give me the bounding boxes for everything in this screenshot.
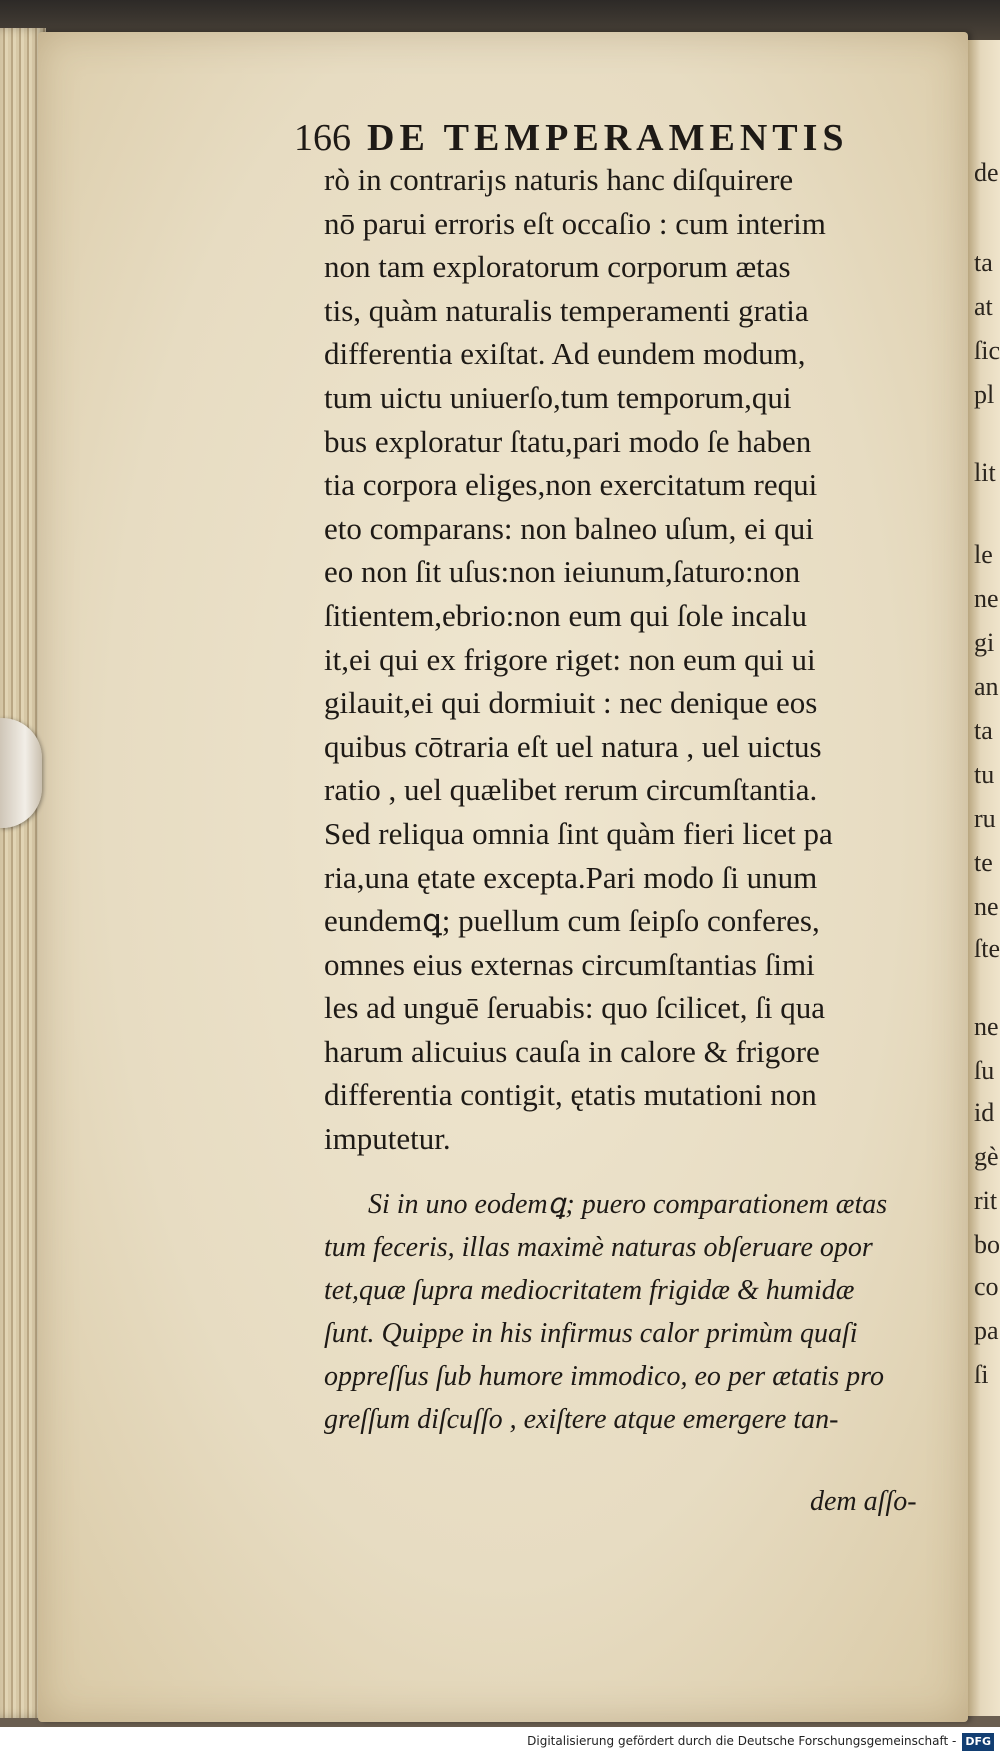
margin-fragment: ſic	[974, 336, 1000, 365]
digitization-credit	[0, 1727, 1000, 1756]
text-line: les ad unguē ſeruabis: quo ſcilicet, ſi qua	[324, 990, 826, 1026]
margin-fragment: tu	[974, 760, 995, 789]
text-line: bus exploratur ſtatu,pari modo ſe haben	[324, 423, 812, 459]
running-head	[294, 116, 914, 160]
credit-text: Digitalisierung gefördert durch die Deutsche Forschungsgemeinschaft -	[527, 1734, 957, 1748]
margin-fragment: rit	[974, 1186, 998, 1215]
roman-paragraph	[324, 158, 924, 1161]
margin-fragment: at	[974, 292, 993, 321]
italic-paragraph	[324, 1183, 924, 1441]
italic-text-line: ſunt. Quippe in his infirmus calor primùm quaſi	[324, 1317, 858, 1349]
italic-text-line: oppreſſus ſub humore immodico, eo per ætatis pro	[324, 1360, 884, 1392]
text-line: eundemꝗ; puellum cum ſeipſo conferes,	[324, 903, 820, 939]
text-line: ria,una ętate excepta.Pari modo ſi unum	[324, 859, 818, 895]
margin-fragment: an	[974, 672, 999, 701]
running-title: DE TEMPERAMENTIS	[367, 117, 849, 159]
italic-text-line: Si in uno eodemꝗ; puero comparationem ætas	[368, 1188, 888, 1220]
text-line: eto comparans: non balneo uſum, ei qui	[324, 510, 814, 546]
text-line: eo non ſit uſus:non ieiunum,ſaturo:non	[324, 554, 801, 590]
next-page-text-fragments	[974, 0, 1000, 1756]
margin-fragment: pl	[974, 380, 995, 409]
italic-text-line: greſſum diſcuſſo , exiſtere atque emergere tan-	[324, 1403, 839, 1435]
margin-fragment: co	[974, 1272, 999, 1301]
text-line: nō parui erroris eſt occaſio : cum interim	[324, 205, 826, 241]
margin-fragment: bo	[974, 1230, 1000, 1259]
text-line: it,ei qui ex frigore riget: non eum qui ui	[324, 641, 816, 677]
text-line: non tam exploratorum corporum ætas	[324, 249, 791, 285]
text-line: gilauit,ei qui dormiuit : nec denique eos	[324, 685, 818, 721]
text-line: ſitientem,ebrio:non eum qui ſole incalu	[324, 597, 807, 633]
text-line: tia corpora eliges,non exercitatum requi	[324, 467, 818, 503]
margin-fragment: ne	[974, 892, 999, 921]
margin-fragment: gè	[974, 1142, 999, 1171]
margin-fragment: id	[974, 1098, 995, 1127]
margin-fragment: ſte	[974, 934, 1000, 963]
text-line: differentia contigit, ętatis mutationi non	[324, 1077, 817, 1113]
text-line: harum alicuius cauſa in calore & frigore	[324, 1033, 820, 1069]
margin-fragment: ru	[974, 804, 996, 833]
margin-fragment: ne	[974, 1012, 999, 1041]
margin-fragment: ta	[974, 716, 993, 745]
text-line: imputetur.	[324, 1121, 451, 1157]
margin-fragment: lit	[974, 458, 996, 487]
text-line: omnes eius externas circumſtantias ſimi	[324, 946, 815, 982]
catchword: dem aſſo-	[810, 1486, 917, 1517]
margin-fragment: de	[974, 158, 999, 187]
margin-fragment: ſu	[974, 1056, 995, 1085]
text-line: rò in contrariȷs naturis hanc diſquirere	[324, 162, 794, 197]
main-text-block	[324, 158, 924, 1441]
text-line: ratio , uel quælibet rerum circumſtantia.	[324, 772, 818, 808]
text-line: differentia exiſtat. Ad eundem modum,	[324, 336, 806, 372]
margin-fragment: ne	[974, 584, 999, 613]
italic-text-line: tet,quæ ſupra mediocritatem frigidæ & humidæ	[324, 1274, 855, 1306]
margin-fragment: pa	[974, 1316, 999, 1345]
text-line: Sed reliqua omnia ſint quàm fieri licet pa	[324, 815, 833, 851]
text-line: quibus cōtraria eſt uel natura , uel uictus	[324, 728, 822, 764]
text-line: tum uictu uniuerſo,tum temporum,qui	[324, 379, 792, 415]
margin-fragment: gi	[974, 628, 995, 657]
margin-fragment: le	[974, 540, 993, 569]
margin-fragment: ſi	[974, 1360, 989, 1389]
margin-fragment: te	[974, 848, 993, 877]
margin-fragment: ta	[974, 248, 993, 277]
page-number: 166	[294, 117, 351, 159]
italic-text-line: tum feceris, illas maximè naturas obſeruare opor	[324, 1231, 873, 1263]
dfg-logo: DFG	[962, 1733, 994, 1751]
text-line: tis, quàm naturalis temperamenti gratia	[324, 292, 809, 328]
